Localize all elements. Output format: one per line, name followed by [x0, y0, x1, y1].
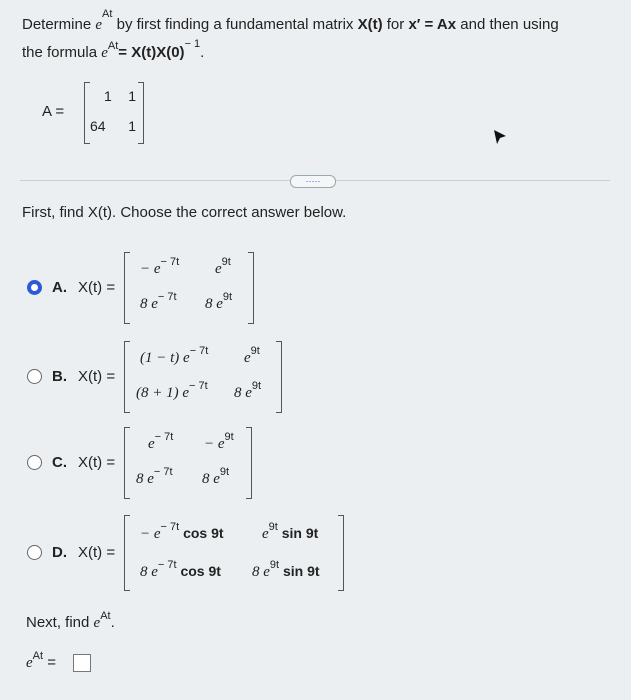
option-c-radio[interactable]	[27, 455, 42, 470]
option-b-r1c2: $e^{9t}$	[244, 345, 260, 366]
matrix-a-label: A =	[42, 103, 65, 120]
question-text: Determine $e^{At}$ by first finding a fundamental matrix X(t) for x′ = Ax and then using	[22, 8, 559, 33]
option-c-letter: C.	[52, 454, 67, 471]
matrix-a-right-bracket	[138, 82, 144, 144]
matrix-a	[90, 88, 142, 134]
option-d-r1c2: $e^{9t}$ sin 9t	[262, 521, 319, 542]
answer-lhs: $e^{At}$ =	[26, 650, 57, 671]
option-b-letter: B.	[52, 368, 67, 385]
option-d-radio[interactable]	[27, 545, 42, 560]
option-a-right-bracket	[248, 252, 254, 324]
matrix-a-cell: 1	[104, 88, 112, 104]
option-a-r1c1: − $e^{- 7t}$	[140, 256, 180, 277]
option-d-label: X(t) =	[78, 544, 116, 561]
option-c-right-bracket	[246, 427, 252, 499]
option-a-radio[interactable]	[27, 280, 42, 295]
matrix-a-cell: 1	[128, 118, 136, 134]
mouse-cursor-icon	[492, 128, 508, 146]
matrix-a-cell: 64	[90, 118, 106, 134]
matrix-a-cell: 1	[128, 88, 136, 104]
option-d-letter: D.	[52, 544, 67, 561]
option-b-label: X(t) =	[78, 368, 116, 385]
option-c-r1c2: − $e^{9t}$	[204, 431, 234, 452]
option-c-label: X(t) =	[78, 454, 116, 471]
option-a-r1c2: $e^{9t}$	[215, 256, 231, 277]
option-a-r2c2: 8 $e^{9t}$	[205, 291, 233, 312]
option-c-left-bracket	[124, 427, 130, 499]
option-a-label: X(t) =	[78, 279, 116, 296]
option-a-letter: A.	[52, 279, 67, 296]
part2-prompt: Next, find $e^{At}$.	[26, 610, 115, 631]
option-c-r2c2: 8 $e^{9t}$	[202, 466, 230, 487]
option-b-radio[interactable]	[27, 369, 42, 384]
answer-input[interactable]	[73, 654, 91, 672]
option-b-left-bracket	[124, 341, 130, 413]
option-d-right-bracket	[338, 515, 344, 591]
option-b-r1c1: (1 − t) $e^{- 7t}$	[140, 345, 209, 366]
option-b-right-bracket	[276, 341, 282, 413]
option-d-r2c1: 8 $e^{- 7t}$ cos 9t	[140, 559, 221, 580]
part1-prompt: First, find X(t). Choose the correct answer below.	[22, 204, 347, 221]
option-a-r2c1: 8 $e^{- 7t}$	[140, 291, 177, 312]
option-c-r2c1: 8 $e^{- 7t}$	[136, 466, 173, 487]
question-formula: the formula $e^{At}= X(t)X(0)^{- 1}$.	[22, 38, 205, 61]
option-d-r2c2: 8 $e^{9t}$ sin 9t	[252, 559, 320, 580]
option-c-r1c1: $e^{- 7t}$	[148, 431, 174, 452]
expand-button[interactable]: ·····	[290, 175, 336, 188]
option-d-r1c1: − $e^{- 7t}$ cos 9t	[140, 521, 224, 542]
option-b-r2c1: (8 + 1) $e^{- 7t}$	[136, 380, 208, 401]
option-d-left-bracket	[124, 515, 130, 591]
option-a-left-bracket	[124, 252, 130, 324]
option-b-r2c2: 8 $e^{9t}$	[234, 380, 262, 401]
